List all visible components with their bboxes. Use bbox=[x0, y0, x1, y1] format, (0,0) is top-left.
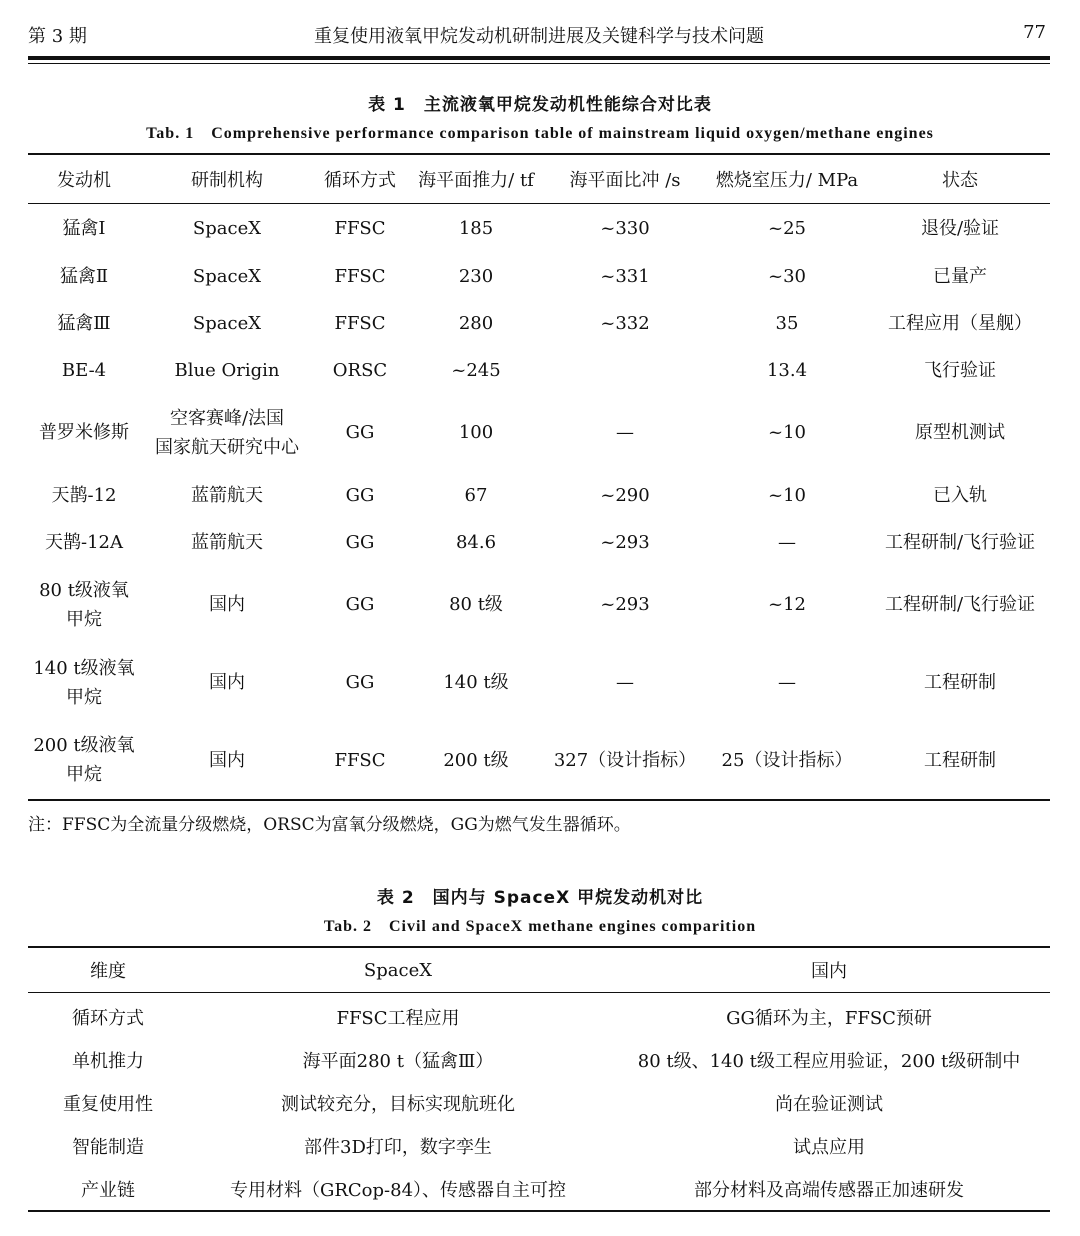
table1-cell: 已入轨 bbox=[933, 484, 987, 506]
table1-cell: FFSC bbox=[334, 312, 386, 334]
table1-caption-en: Tab. 1 Comprehensive performance comparison table of mainstream liquid oxygen/methane engines bbox=[146, 125, 934, 142]
header-rule-thin bbox=[28, 63, 1050, 64]
table1-cell: FFSC bbox=[334, 217, 386, 239]
table1-cell: 200 t级 bbox=[406, 722, 546, 800]
table2-row bbox=[28, 1038, 1050, 1081]
table1-header-cell: 海平面比冲 /s bbox=[546, 154, 704, 204]
table1-caption-cn: 表 1 主流液氧甲烷发动机性能综合对比表 bbox=[368, 95, 712, 115]
table1-cell: 工程研制 bbox=[924, 672, 996, 693]
table1-cell: 空客赛峰/法国 国家航天研究中心 bbox=[155, 407, 299, 458]
table1-cell: FFSC bbox=[334, 265, 386, 287]
table1-cell: 13.4 bbox=[766, 359, 808, 381]
running-header bbox=[28, 18, 1050, 52]
table1-cell bbox=[546, 347, 704, 394]
table1-cell: 100 bbox=[458, 422, 494, 443]
table1-cell: 80 t级 bbox=[449, 594, 503, 615]
table1-cell: 国内 bbox=[209, 594, 245, 615]
table1-row bbox=[28, 300, 1050, 347]
table2-cell: GG循环为主，FFSC预研 bbox=[726, 1007, 932, 1029]
table1-cell: ~30 bbox=[768, 265, 806, 287]
table1-cell: 工程研制/飞行验证 bbox=[884, 531, 1036, 553]
table1-cell: 工程应用（星舰） bbox=[888, 312, 1032, 334]
table1-cell: 185 bbox=[458, 217, 494, 239]
table2-header-cell: 国内 bbox=[608, 947, 1050, 993]
table1-cell: 工程研制/飞行验证 bbox=[884, 594, 1036, 615]
table1-cell: Blue Origin bbox=[174, 359, 280, 381]
table1-cell: — bbox=[616, 422, 634, 443]
table1-cell: 猛禽Ⅰ bbox=[62, 217, 106, 239]
table1-cell: 140 t级液氧 甲烷 bbox=[33, 657, 135, 708]
table1-cell: ~290 bbox=[600, 484, 650, 506]
table2-header-row bbox=[28, 947, 1050, 993]
table1-cell: — bbox=[616, 672, 634, 693]
table1-cell: ~293 bbox=[600, 531, 650, 553]
table1-row bbox=[28, 566, 1050, 644]
table1-cell: 蓝箭航天 bbox=[191, 484, 263, 506]
table1-cell: 退役/验证 bbox=[920, 217, 1000, 239]
table1-header-row bbox=[28, 154, 1050, 204]
table1-cell: ~10 bbox=[768, 484, 806, 506]
table2-row bbox=[28, 1167, 1050, 1211]
table2-cell: FFSC工程应用 bbox=[336, 1007, 460, 1029]
table1-cell: 25（设计指标） bbox=[704, 722, 870, 800]
table2-cell: 专用材料（GRCop-84）、传感器自主可控 bbox=[188, 1167, 608, 1211]
table2-header-cell: 维度 bbox=[28, 947, 188, 993]
table1-cell: 天鹊-12 bbox=[51, 484, 117, 506]
table1-cell: 国内 bbox=[209, 672, 245, 693]
issue-number: 第 3 期 bbox=[28, 26, 87, 47]
table1-cell: ~10 bbox=[768, 422, 806, 443]
table1-cell: ~330 bbox=[600, 217, 650, 239]
table2-header-cell: SpaceX bbox=[188, 947, 608, 993]
table1-cell: ~12 bbox=[768, 594, 806, 615]
table1-header-cell: 发动机 bbox=[28, 154, 140, 204]
table1-cell: — bbox=[778, 531, 796, 553]
table1-row bbox=[28, 347, 1050, 394]
table1-row bbox=[28, 472, 1050, 519]
table1-cell: ~25 bbox=[768, 217, 806, 239]
table1-cell: GG bbox=[345, 594, 375, 615]
table1-cell: SpaceX bbox=[192, 217, 262, 239]
table1-cell: 普罗米修斯 bbox=[39, 422, 129, 443]
page-number: 77 bbox=[1023, 22, 1046, 43]
table1-row bbox=[28, 253, 1050, 300]
table1-note: 注：FFSC为全流量分级燃烧，ORSC为富氧分级燃烧，GG为燃气发生器循环。 bbox=[28, 815, 631, 835]
table2-cell: 部件3D打印，数字孪生 bbox=[304, 1136, 492, 1158]
table1-header-cell: 燃烧室压力/ MPa bbox=[704, 154, 870, 204]
table2-cell: 智能制造 bbox=[72, 1136, 144, 1158]
table1-cell: 原型机测试 bbox=[915, 422, 1005, 443]
table2-cell: 80 t级、140 t级工程应用验证，200 t级研制中 bbox=[637, 1050, 1021, 1072]
table1-header-cell: 循环方式 bbox=[314, 154, 406, 204]
table1-cell: 327（设计指标） bbox=[546, 722, 704, 800]
table1-cell: 飞行验证 bbox=[924, 359, 996, 381]
table1-cell: GG bbox=[345, 484, 375, 506]
table1-header-cell: 状态 bbox=[870, 154, 1050, 204]
table1-cell: 140 t级 bbox=[443, 672, 509, 693]
table2-row bbox=[28, 1124, 1050, 1167]
table1-cell: — bbox=[778, 672, 796, 693]
table2-caption-en: Tab. 2 Civil and SpaceX methane engines comparition bbox=[323, 918, 757, 935]
running-title: 重复使用液氧甲烷发动机研制进展及关键科学与技术问题 bbox=[314, 26, 764, 47]
table1-cell: 蓝箭航天 bbox=[191, 531, 263, 553]
table1-cell: GG bbox=[345, 531, 375, 553]
table2-cell: 测试较充分，目标实现航班化 bbox=[281, 1093, 515, 1115]
table2-cell: 部分材料及高端传感器正加速研发 bbox=[608, 1167, 1050, 1211]
table2-row bbox=[28, 993, 1050, 1039]
table1-header-cell: 研制机构 bbox=[140, 154, 314, 204]
table1-cell: 工程研制 bbox=[870, 722, 1050, 800]
table1-cell: 35 bbox=[775, 312, 799, 334]
table1-cell: 猛禽Ⅱ bbox=[59, 265, 109, 287]
table1-cell: 230 bbox=[458, 265, 494, 287]
table1-cell: 200 t级液氧 甲烷 bbox=[28, 722, 140, 800]
table1-cell: ~331 bbox=[600, 265, 650, 287]
table1-row bbox=[28, 644, 1050, 722]
table1-header-cell: 海平面推力/ tf bbox=[406, 154, 546, 204]
table2-cell: 尚在验证测试 bbox=[775, 1093, 883, 1115]
table1-cell: GG bbox=[345, 672, 375, 693]
table1-row bbox=[28, 519, 1050, 566]
table1-cell: 猛禽Ⅲ bbox=[57, 312, 111, 334]
table1-cell: 67 bbox=[464, 484, 488, 506]
table2-cell: 单机推力 bbox=[72, 1050, 144, 1072]
table1-cell: ~332 bbox=[600, 312, 650, 334]
table1-row bbox=[28, 204, 1050, 253]
table2-cell: 试点应用 bbox=[793, 1136, 865, 1158]
table1-cell: ~293 bbox=[600, 594, 650, 615]
table2-caption-cn: 表 2 国内与 SpaceX 甲烷发动机对比 bbox=[376, 888, 704, 908]
table2-cell: 产业链 bbox=[28, 1167, 188, 1211]
header-rule-thick bbox=[28, 56, 1050, 60]
table1-cell: ~245 bbox=[451, 359, 501, 381]
table1-cell: 84.6 bbox=[455, 531, 497, 553]
table1-cell: 80 t级液氧 甲烷 bbox=[39, 579, 129, 630]
table1-row bbox=[28, 722, 1050, 800]
table1-row bbox=[28, 394, 1050, 472]
table1-cell: 国内 bbox=[140, 722, 314, 800]
table1-cell: BE-4 bbox=[61, 359, 107, 381]
table1-cell: 280 bbox=[458, 312, 494, 334]
table1 bbox=[28, 153, 1050, 801]
table1-cell: 天鹊-12A bbox=[45, 531, 123, 553]
table1-cell: ORSC bbox=[332, 359, 388, 381]
table1-cell: SpaceX bbox=[192, 312, 262, 334]
table2-cell: 循环方式 bbox=[72, 1007, 144, 1029]
table2-cell: 重复使用性 bbox=[63, 1093, 153, 1115]
table1-cell: 已量产 bbox=[933, 265, 987, 287]
table2 bbox=[28, 946, 1050, 1212]
table1-cell: FFSC bbox=[314, 722, 406, 800]
table2-row bbox=[28, 1081, 1050, 1124]
table2-cell: 海平面280 t（猛禽Ⅲ） bbox=[302, 1050, 494, 1072]
table1-cell: GG bbox=[345, 422, 375, 443]
table1-cell: SpaceX bbox=[192, 265, 262, 287]
